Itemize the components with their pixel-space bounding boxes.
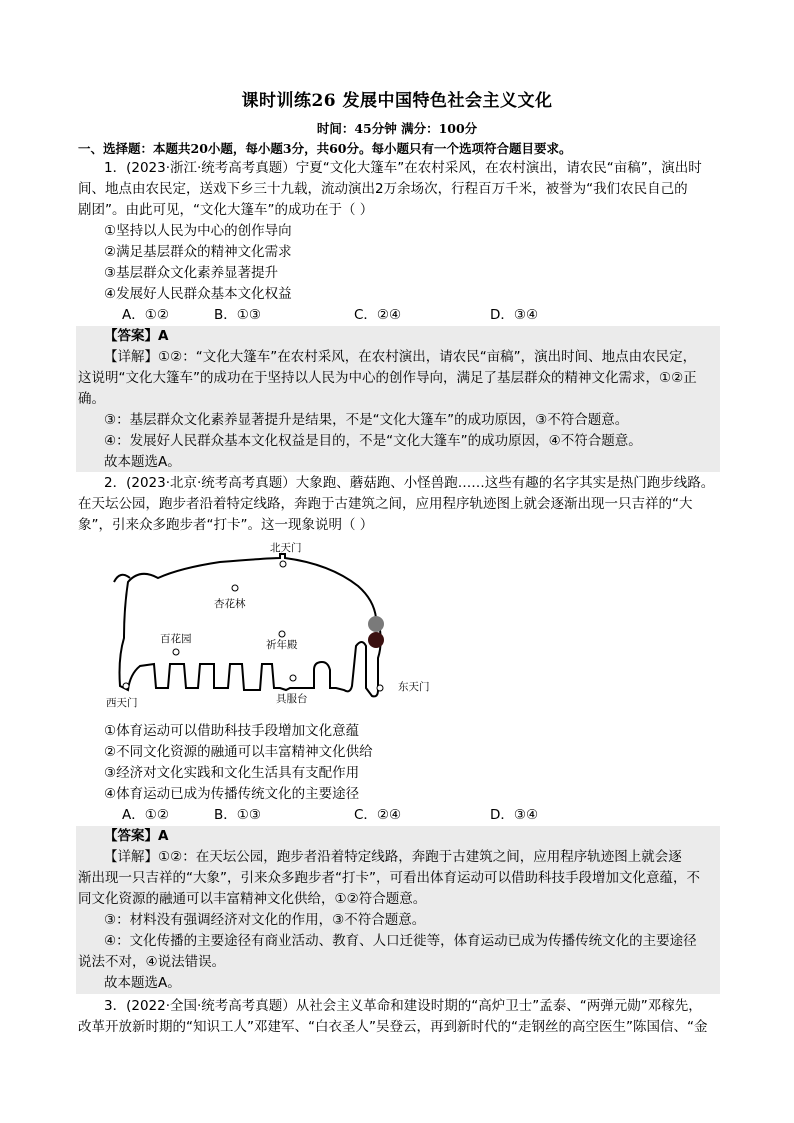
q2-detail-line: 渐出现一只吉祥的“大象”，引来众多跑步者“打卡”，可看出体育运动可以借助科技手段增加文化意蕴，不 <box>78 870 700 886</box>
q1-option: ②满足基层群众的精神文化需求 <box>104 244 292 260</box>
q1-option: ①坚持以人民为中心的创作导向 <box>104 223 292 239</box>
apricot-grove-point <box>232 585 238 591</box>
q1-detail-line: ④：发展好人民群众基本文化权益是目的，不是“文化大篷车”的成功原因，④不符合题意。 <box>104 433 642 449</box>
q2-choice-c[interactable]: C．②④ <box>354 807 402 823</box>
q1-detail-line: 故本题选A。 <box>104 454 181 470</box>
q2-stem-line: 2．(2023·北京·统考高考真题）大象跑、蘑菇跑、小怪兽跑……这些有趣的名字其实是热门跑步线路。 <box>104 475 715 491</box>
q2-detail-line: ④：文化传播的主要途径有商业活动、教育、人口迁徙等，体育运动已成为传播传统文化的主要途径 <box>104 933 697 949</box>
map-label-juyan-platform: 具服台 <box>276 693 308 705</box>
time-score-info: 时间：45分钟 满分：100分 <box>316 121 478 136</box>
q1-stem-line: 间、地点由农民定，送戏下乡三十九载，流动演出2万余场次，行程百万千米，被誉为“我们农民自己的 <box>78 181 688 197</box>
map-label-qinian-hall: 祈年殿 <box>266 639 298 651</box>
q2-option: ④体育运动已成为传播传统文化的主要途径 <box>104 786 360 802</box>
juyan-platform-point <box>290 675 296 681</box>
q2-detail-line: 同文化资源的融通可以丰富精神文化供给，①②符合题意。 <box>78 891 427 907</box>
q2-choice-a[interactable]: A．①② <box>122 807 169 823</box>
q1-stem-line: 剧团”。由此可见，“文化大篷车”的成功在于（ ） <box>78 202 374 218</box>
q2-detail-line: 【详解】①②：在天坛公园，跑步者沿着特定线路，奔跑于古建筑之间，应用程序轨迹图上就会逐 <box>104 849 682 865</box>
q1-detail-line: 这说明“文化大篷车”的成功在于坚持以人民为中心的创作导向，满足了基层群众的精神文化需求，①②正 <box>78 370 697 386</box>
q2-detail-line: ③：材料没有强调经济对文化的作用，③不符合题意。 <box>104 912 426 928</box>
qinian-hall-point <box>279 631 285 637</box>
q1-detail-line: ③：基层群众文化素养显著提升是结果，不是“文化大篷车”的成功原因，③不符合题意。 <box>104 412 629 428</box>
west-gate-point <box>123 683 129 689</box>
q2-choices <box>122 805 538 826</box>
q1-option: ③基层群众文化素养显著提升 <box>104 265 279 281</box>
q1-stem-line: 1．(2023·浙江·统考高考真题）宁夏“文化大篷车”在农村采风，在农村演出，请农民“亩稿”，演出时 <box>104 160 702 176</box>
q2-choice-d[interactable]: D．③④ <box>490 807 539 823</box>
q1-option: ④发展好人民群众基本文化权益 <box>104 286 292 302</box>
q2-choice-b[interactable]: B．①③ <box>214 807 261 823</box>
map-label-east-gate: 东天门 <box>398 681 430 693</box>
map-label-apricot-grove: 杏花林 <box>214 598 246 610</box>
q1-choice-d[interactable]: D．③④ <box>490 307 539 323</box>
section-header: 一、选择题：本题共20小题，每小题3分，共60分。每小题只有一个选项符合题目要求。 <box>78 141 572 156</box>
elephant-route-path <box>120 554 381 696</box>
q2-answer: 【答案】A <box>104 828 169 844</box>
elephant-trunk <box>114 575 130 582</box>
hundred-flowers-point <box>173 649 179 655</box>
q2-option: ①体育运动可以借助科技手段增加文化意蕴 <box>104 723 360 739</box>
q2-option: ②不同文化资源的融通可以丰富精神文化供给 <box>104 744 373 760</box>
q2-detail-line: 故本题选A。 <box>104 975 181 991</box>
q2-option: ③经济对文化实践和文化生活具有支配作用 <box>104 765 360 781</box>
q1-detail-line: 【详解】①②：“文化大篷车”在农村采风，在农村演出，请农民“亩稿”，演出时间、地点由农民定， <box>104 349 697 365</box>
q1-choice-b[interactable]: B．①③ <box>214 307 261 323</box>
map-label-west-gate: 西天门 <box>106 697 138 709</box>
map-label-north-gate: 北天门 <box>270 542 302 554</box>
q2-stem-line: 在天坛公园，跑步者沿着特定线路，奔跑于古建筑之间，应用程序轨迹图上就会逐渐出现一只吉祥的“大 <box>78 496 693 512</box>
north-gate-point <box>280 561 286 567</box>
q3-stem-line: 3．(2022·全国·统考高考真题）从社会主义革命和建设时期的“高炉卫士”孟泰、“两弹元勋”邓稼先， <box>104 998 702 1014</box>
q1-choices <box>122 305 538 326</box>
q3-stem-line: 改革开放新时期的“知识工人”邓建军、“白衣圣人”吴登云，再到新时代的“走钢丝的高空医生”陈国信、“金 <box>78 1019 708 1035</box>
q1-choice-c[interactable]: C．②④ <box>354 307 402 323</box>
elephant-route-map <box>100 538 440 718</box>
q2-stem-line: 象”，引来众多跑步者“打卡”。这一现象说明（ ） <box>78 517 374 533</box>
q2-detail-line: 说法不对，④说法错误。 <box>78 954 226 970</box>
start-marker-icon <box>368 616 384 632</box>
map-label-hundred-flowers: 百花园 <box>160 633 192 645</box>
end-marker-icon <box>368 632 384 648</box>
q1-answer: 【答案】A <box>104 328 169 344</box>
q1-detail-line: 确。 <box>78 391 105 407</box>
east-gate-point <box>377 685 383 691</box>
q1-choice-a[interactable]: A．①② <box>122 307 169 323</box>
page-title: 课时训练26 发展中国特色社会主义文化 <box>241 91 553 111</box>
